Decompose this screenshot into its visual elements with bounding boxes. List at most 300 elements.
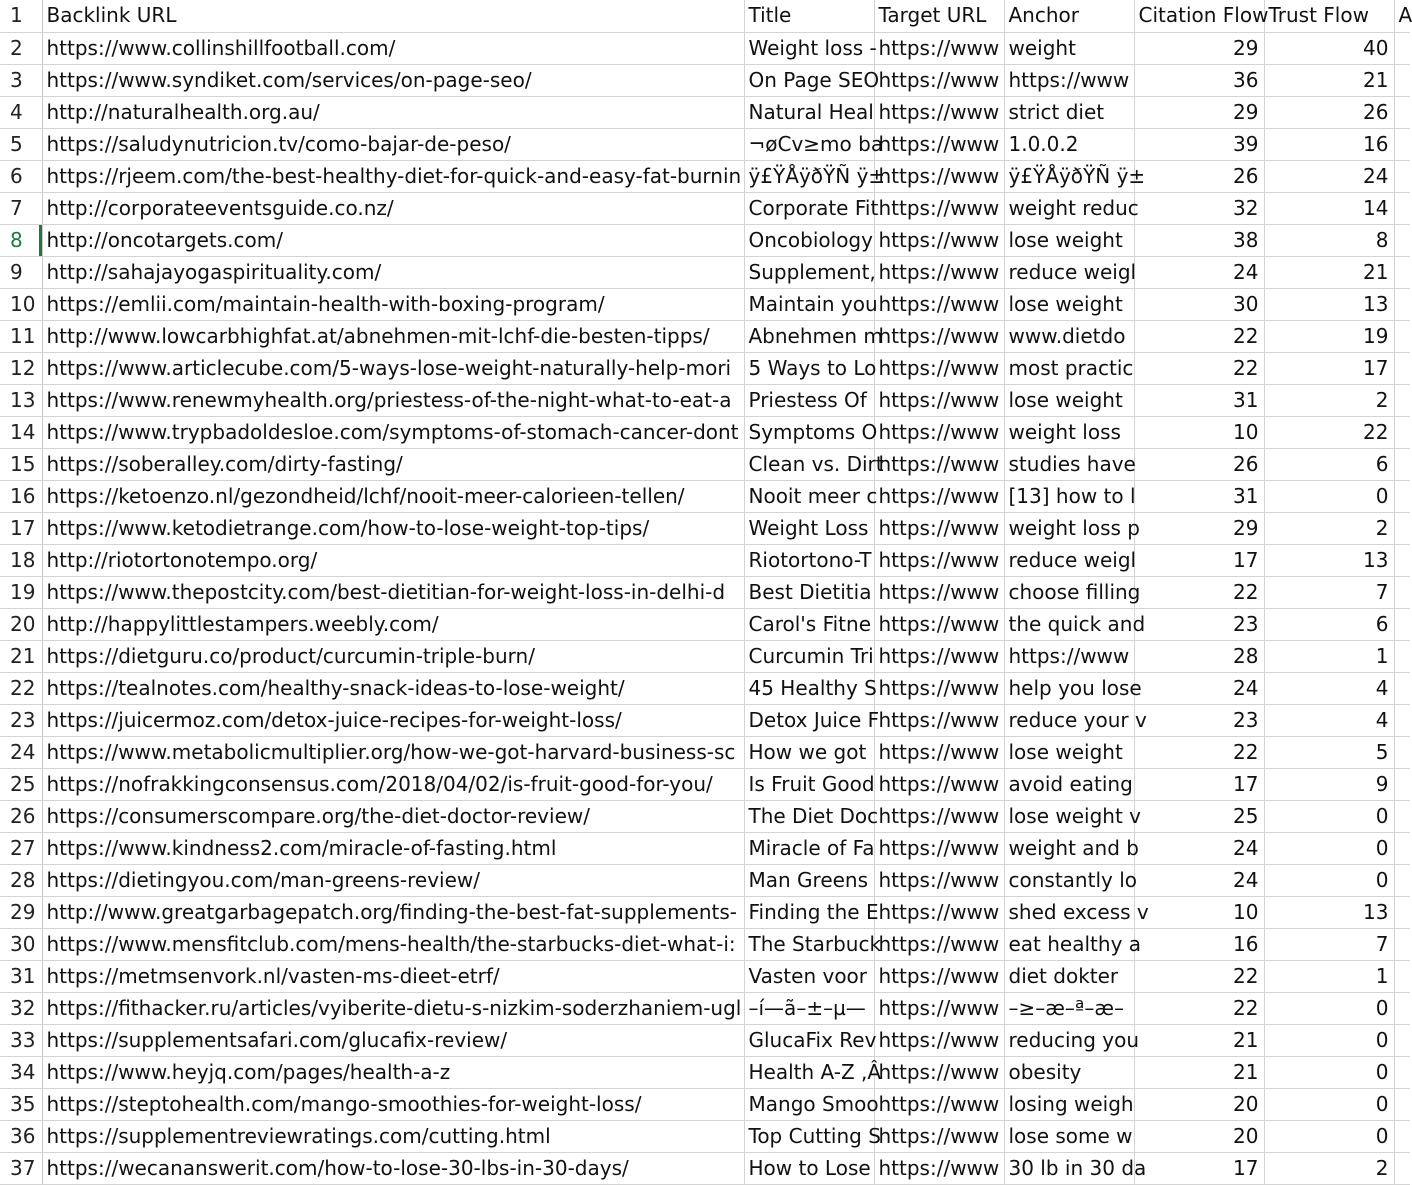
- table-row: [0, 128, 1410, 160]
- row-number[interactable]: 6: [0, 160, 42, 192]
- row-number[interactable]: 27: [0, 832, 42, 864]
- cell-anchor[interactable]: 30 lb in 30 da: [1004, 1152, 1134, 1184]
- cell-target-url[interactable]: https://www: [874, 672, 1004, 704]
- cell-anchor[interactable]: lose weight: [1004, 384, 1134, 416]
- cell-anchor[interactable]: eat healthy a: [1004, 928, 1134, 960]
- cell-anchor[interactable]: www.dietdo: [1004, 320, 1134, 352]
- cell-trust-flow[interactable]: 22: [1264, 416, 1394, 448]
- cell-next[interactable]: [1394, 512, 1410, 544]
- cell-title[interactable]: Oncobiology: [744, 224, 874, 256]
- cell-citation-flow[interactable]: 25: [1134, 800, 1264, 832]
- row-number[interactable]: 16: [0, 480, 42, 512]
- table-row: [0, 96, 1410, 128]
- cell-anchor[interactable]: choose filling: [1004, 576, 1134, 608]
- cell-target-url[interactable]: https://www: [874, 960, 1004, 992]
- cell-anchor[interactable]: weight and b: [1004, 832, 1134, 864]
- cell-trust-flow[interactable]: 24: [1264, 160, 1394, 192]
- cell-anchor[interactable]: obesity: [1004, 1056, 1134, 1088]
- row-number[interactable]: 32: [0, 992, 42, 1024]
- cell-trust-flow[interactable]: 6: [1264, 608, 1394, 640]
- cell-next[interactable]: [1394, 544, 1410, 576]
- cell-backlink-url[interactable]: https://fithacker.ru/articles/vyiberite-dietu-s-nizkim-soderzhaniem-ugl: [42, 992, 744, 1024]
- cell-backlink-url[interactable]: https://www.mensfitclub.com/mens-health/the-starbucks-diet-what-i:: [42, 928, 744, 960]
- cell-next[interactable]: [1394, 768, 1410, 800]
- cell-trust-flow[interactable]: 17: [1264, 352, 1394, 384]
- cell-backlink-url[interactable]: https://wecananswerit.com/how-to-lose-30-lbs-in-30-days/: [42, 1152, 744, 1184]
- cell-target-url[interactable]: https://www: [874, 288, 1004, 320]
- cell-target-url[interactable]: https://www: [874, 352, 1004, 384]
- cell-anchor[interactable]: shed excess v: [1004, 896, 1134, 928]
- cell-trust-flow[interactable]: 7: [1264, 928, 1394, 960]
- cell-target-url[interactable]: https://www: [874, 864, 1004, 896]
- table-row: [0, 544, 1410, 576]
- cell-target-url[interactable]: https://www: [874, 416, 1004, 448]
- cell-citation-flow[interactable]: 20: [1134, 1088, 1264, 1120]
- cell-title[interactable]: Priestess Of: [744, 384, 874, 416]
- cell-citation-flow[interactable]: 38: [1134, 224, 1264, 256]
- cell-next[interactable]: [1394, 160, 1410, 192]
- cell-trust-flow[interactable]: 0: [1264, 1056, 1394, 1088]
- cell-citation-flow[interactable]: 24: [1134, 256, 1264, 288]
- cell-next[interactable]: [1394, 672, 1410, 704]
- cell-target-url[interactable]: https://www: [874, 1056, 1004, 1088]
- cell-trust-flow[interactable]: 9: [1264, 768, 1394, 800]
- cell-title[interactable]: How to Lose: [744, 1152, 874, 1184]
- row-number[interactable]: 1: [0, 0, 42, 32]
- cell-title[interactable]: Weight loss -: [744, 32, 874, 64]
- cell-trust-flow[interactable]: 13: [1264, 896, 1394, 928]
- cell-backlink-url[interactable]: http://oncotargets.com/: [42, 224, 744, 256]
- cell-citation-flow[interactable]: 24: [1134, 864, 1264, 896]
- cell-target-url[interactable]: https://www: [874, 608, 1004, 640]
- cell-title[interactable]: Best Dietitia: [744, 576, 874, 608]
- table-row: [0, 640, 1410, 672]
- cell-next[interactable]: [1394, 448, 1410, 480]
- cell-citation-flow[interactable]: 28: [1134, 640, 1264, 672]
- cell-next[interactable]: [1394, 288, 1410, 320]
- header-cell-trust-flow[interactable]: Trust Flow: [1264, 0, 1394, 32]
- cell-title[interactable]: Weight Loss: [744, 512, 874, 544]
- cell-backlink-url[interactable]: https://www.metabolicmultiplier.org/how-we-got-harvard-business-sc: [42, 736, 744, 768]
- cell-backlink-url[interactable]: https://www.collinshillfootball.com/: [42, 32, 744, 64]
- header-cell-citation-flow[interactable]: Citation Flow: [1134, 0, 1264, 32]
- cell-trust-flow[interactable]: 7: [1264, 576, 1394, 608]
- cell-anchor[interactable]: strict diet: [1004, 96, 1134, 128]
- cell-citation-flow[interactable]: 22: [1134, 576, 1264, 608]
- cell-backlink-url[interactable]: http://naturalhealth.org.au/: [42, 96, 744, 128]
- cell-title[interactable]: 5 Ways to Lo: [744, 352, 874, 384]
- cell-anchor[interactable]: losing weigh: [1004, 1088, 1134, 1120]
- cell-target-url[interactable]: https://www: [874, 224, 1004, 256]
- cell-backlink-url[interactable]: http://www.greatgarbagepatch.org/finding-the-best-fat-supplements-: [42, 896, 744, 928]
- cell-citation-flow[interactable]: 22: [1134, 352, 1264, 384]
- cell-backlink-url[interactable]: https://metmsenvork.nl/vasten-ms-dieet-etrf/: [42, 960, 744, 992]
- row-number[interactable]: 30: [0, 928, 42, 960]
- cell-title[interactable]: ¬øCv≥mo ba: [744, 128, 874, 160]
- cell-citation-flow[interactable]: 29: [1134, 96, 1264, 128]
- cell-anchor[interactable]: ÿ£ŸÅÿðŸÑ ÿ±: [1004, 160, 1134, 192]
- cell-trust-flow[interactable]: 40: [1264, 32, 1394, 64]
- cell-anchor[interactable]: https://www: [1004, 640, 1134, 672]
- cell-next[interactable]: [1394, 480, 1410, 512]
- cell-anchor[interactable]: lose weight v: [1004, 800, 1134, 832]
- row-number[interactable]: 33: [0, 1024, 42, 1056]
- cell-target-url[interactable]: https://www: [874, 896, 1004, 928]
- cell-citation-flow[interactable]: 17: [1134, 1152, 1264, 1184]
- cell-backlink-url[interactable]: https://www.trypbadoldesloe.com/symptoms-of-stomach-cancer-dont: [42, 416, 744, 448]
- cell-anchor[interactable]: weight reduc: [1004, 192, 1134, 224]
- cell-anchor[interactable]: lose weight: [1004, 736, 1134, 768]
- cell-target-url[interactable]: https://www: [874, 512, 1004, 544]
- cell-target-url[interactable]: https://www: [874, 576, 1004, 608]
- cell-title[interactable]: On Page SEO: [744, 64, 874, 96]
- cell-backlink-url[interactable]: https://www.heyjq.com/pages/health-a-z: [42, 1056, 744, 1088]
- cell-citation-flow[interactable]: 16: [1134, 928, 1264, 960]
- cell-backlink-url[interactable]: https://www.renewmyhealth.org/priestess-of-the-night-what-to-eat-a: [42, 384, 744, 416]
- cell-anchor[interactable]: reducing you: [1004, 1024, 1134, 1056]
- cell-citation-flow[interactable]: 22: [1134, 992, 1264, 1024]
- cell-citation-flow[interactable]: 23: [1134, 608, 1264, 640]
- cell-next[interactable]: [1394, 32, 1410, 64]
- row-number[interactable]: 14: [0, 416, 42, 448]
- cell-target-url[interactable]: https://www: [874, 800, 1004, 832]
- header-cell-next[interactable]: A: [1394, 0, 1410, 32]
- cell-target-url[interactable]: https://www: [874, 480, 1004, 512]
- cell-target-url[interactable]: https://www: [874, 192, 1004, 224]
- cell-citation-flow[interactable]: 31: [1134, 384, 1264, 416]
- header-cell-title[interactable]: Title: [744, 0, 874, 32]
- cell-title[interactable]: Mango Smoo: [744, 1088, 874, 1120]
- cell-citation-flow[interactable]: 29: [1134, 512, 1264, 544]
- cell-citation-flow[interactable]: 23: [1134, 704, 1264, 736]
- cell-trust-flow[interactable]: 13: [1264, 544, 1394, 576]
- row-number[interactable]: 34: [0, 1056, 42, 1088]
- cell-backlink-url[interactable]: https://juicermoz.com/detox-juice-recipes-for-weight-loss/: [42, 704, 744, 736]
- cell-title[interactable]: Is Fruit Good: [744, 768, 874, 800]
- cell-backlink-url[interactable]: https://nofrakkingconsensus.com/2018/04/02/is-fruit-good-for-you/: [42, 768, 744, 800]
- cell-citation-flow[interactable]: 30: [1134, 288, 1264, 320]
- cell-backlink-url[interactable]: https://steptohealth.com/mango-smoothies-for-weight-loss/: [42, 1088, 744, 1120]
- row-number[interactable]: 19: [0, 576, 42, 608]
- row-number[interactable]: 26: [0, 800, 42, 832]
- row-number[interactable]: 20: [0, 608, 42, 640]
- cell-next[interactable]: [1394, 1120, 1410, 1152]
- cell-anchor[interactable]: reduce weigl: [1004, 544, 1134, 576]
- cell-backlink-url[interactable]: https://supplementreviewratings.com/cutting.html: [42, 1120, 744, 1152]
- cell-anchor[interactable]: studies have: [1004, 448, 1134, 480]
- cell-title[interactable]: Vasten voor: [744, 960, 874, 992]
- cell-title[interactable]: Abnehmen m: [744, 320, 874, 352]
- cell-target-url[interactable]: https://www: [874, 320, 1004, 352]
- cell-citation-flow[interactable]: 17: [1134, 544, 1264, 576]
- cell-trust-flow[interactable]: 1: [1264, 640, 1394, 672]
- row-number[interactable]: 17: [0, 512, 42, 544]
- cell-title[interactable]: Top Cutting S: [744, 1120, 874, 1152]
- cell-next[interactable]: [1394, 384, 1410, 416]
- row-number[interactable]: 35: [0, 1088, 42, 1120]
- cell-backlink-url[interactable]: https://emlii.com/maintain-health-with-boxing-program/: [42, 288, 744, 320]
- cell-trust-flow[interactable]: 0: [1264, 992, 1394, 1024]
- row-number[interactable]: 18: [0, 544, 42, 576]
- cell-trust-flow[interactable]: 0: [1264, 800, 1394, 832]
- cell-trust-flow[interactable]: 0: [1264, 1120, 1394, 1152]
- cell-anchor[interactable]: diet dokter: [1004, 960, 1134, 992]
- cell-citation-flow[interactable]: 22: [1134, 736, 1264, 768]
- row-number[interactable]: 25: [0, 768, 42, 800]
- cell-next[interactable]: [1394, 192, 1410, 224]
- cell-next[interactable]: [1394, 704, 1410, 736]
- cell-next[interactable]: [1394, 224, 1410, 256]
- cell-backlink-url[interactable]: https://soberalley.com/dirty-fasting/: [42, 448, 744, 480]
- cell-next[interactable]: [1394, 96, 1410, 128]
- cell-trust-flow[interactable]: 8: [1264, 224, 1394, 256]
- cell-next[interactable]: [1394, 1024, 1410, 1056]
- cell-next[interactable]: [1394, 576, 1410, 608]
- cell-target-url[interactable]: https://www: [874, 704, 1004, 736]
- cell-title[interactable]: –í—ã–±–µ—: [744, 992, 874, 1024]
- cell-title[interactable]: Corporate Fit: [744, 192, 874, 224]
- cell-anchor[interactable]: weight loss p: [1004, 512, 1134, 544]
- row-number[interactable]: 11: [0, 320, 42, 352]
- cell-title[interactable]: The Diet Doc: [744, 800, 874, 832]
- cell-anchor[interactable]: weight: [1004, 32, 1134, 64]
- cell-trust-flow[interactable]: 26: [1264, 96, 1394, 128]
- header-cell-anchor[interactable]: Anchor: [1004, 0, 1134, 32]
- cell-anchor[interactable]: reduce weigl: [1004, 256, 1134, 288]
- cell-anchor[interactable]: the quick and: [1004, 608, 1134, 640]
- cell-trust-flow[interactable]: 5: [1264, 736, 1394, 768]
- cell-backlink-url[interactable]: https://ketoenzo.nl/gezondheid/lchf/nooit-meer-calorieen-tellen/: [42, 480, 744, 512]
- row-number[interactable]: 5: [0, 128, 42, 160]
- cell-trust-flow[interactable]: 19: [1264, 320, 1394, 352]
- row-number[interactable]: 7: [0, 192, 42, 224]
- cell-citation-flow[interactable]: 24: [1134, 832, 1264, 864]
- cell-backlink-url[interactable]: https://tealnotes.com/healthy-snack-ideas-to-lose-weight/: [42, 672, 744, 704]
- cell-backlink-url[interactable]: https://www.kindness2.com/miracle-of-fasting.html: [42, 832, 744, 864]
- row-number[interactable]: 2: [0, 32, 42, 64]
- cell-trust-flow[interactable]: 14: [1264, 192, 1394, 224]
- row-number[interactable]: 15: [0, 448, 42, 480]
- cell-trust-flow[interactable]: 16: [1264, 128, 1394, 160]
- cell-backlink-url[interactable]: https://dietingyou.com/man-greens-review/: [42, 864, 744, 896]
- cell-backlink-url[interactable]: https://rjeem.com/the-best-healthy-diet-for-quick-and-easy-fat-burnin: [42, 160, 744, 192]
- cell-target-url[interactable]: https://www: [874, 640, 1004, 672]
- cell-citation-flow[interactable]: 10: [1134, 416, 1264, 448]
- cell-backlink-url[interactable]: http://corporateeventsguide.co.nz/: [42, 192, 744, 224]
- cell-trust-flow[interactable]: 21: [1264, 256, 1394, 288]
- cell-target-url[interactable]: https://www: [874, 768, 1004, 800]
- cell-next[interactable]: [1394, 1088, 1410, 1120]
- row-number[interactable]: 9: [0, 256, 42, 288]
- cell-backlink-url[interactable]: http://riotortonotempo.org/: [42, 544, 744, 576]
- cell-citation-flow[interactable]: 39: [1134, 128, 1264, 160]
- cell-citation-flow[interactable]: 32: [1134, 192, 1264, 224]
- cell-citation-flow[interactable]: 36: [1134, 64, 1264, 96]
- cell-next[interactable]: [1394, 320, 1410, 352]
- row-number[interactable]: 10: [0, 288, 42, 320]
- cell-backlink-url[interactable]: http://sahajayogaspirituality.com/: [42, 256, 744, 288]
- cell-anchor[interactable]: reduce your v: [1004, 704, 1134, 736]
- row-number[interactable]: 4: [0, 96, 42, 128]
- cell-anchor[interactable]: weight loss: [1004, 416, 1134, 448]
- cell-backlink-url[interactable]: https://www.ketodietrange.com/how-to-lose-weight-top-tips/: [42, 512, 744, 544]
- cell-title[interactable]: Maintain you: [744, 288, 874, 320]
- cell-trust-flow[interactable]: 2: [1264, 1152, 1394, 1184]
- cell-backlink-url[interactable]: http://www.lowcarbhighfat.at/abnehmen-mit-lchf-die-besten-tipps/: [42, 320, 744, 352]
- cell-next[interactable]: [1394, 64, 1410, 96]
- cell-backlink-url[interactable]: https://dietguru.co/product/curcumin-triple-burn/: [42, 640, 744, 672]
- cell-target-url[interactable]: https://www: [874, 32, 1004, 64]
- cell-target-url[interactable]: https://www: [874, 384, 1004, 416]
- row-number[interactable]: 21: [0, 640, 42, 672]
- cell-backlink-url[interactable]: https://saludynutricion.tv/como-bajar-de-peso/: [42, 128, 744, 160]
- cell-trust-flow[interactable]: 0: [1264, 832, 1394, 864]
- cell-next[interactable]: [1394, 928, 1410, 960]
- cell-title[interactable]: Supplement,: [744, 256, 874, 288]
- cell-anchor[interactable]: lose some w: [1004, 1120, 1134, 1152]
- cell-citation-flow[interactable]: 17: [1134, 768, 1264, 800]
- header-cell-target-url[interactable]: Target URL: [874, 0, 1004, 32]
- cell-anchor[interactable]: lose weight: [1004, 288, 1134, 320]
- cell-target-url[interactable]: https://www: [874, 160, 1004, 192]
- cell-citation-flow[interactable]: 24: [1134, 672, 1264, 704]
- cell-anchor[interactable]: [13] how to l: [1004, 480, 1134, 512]
- cell-next[interactable]: [1394, 1056, 1410, 1088]
- cell-citation-flow[interactable]: 22: [1134, 320, 1264, 352]
- cell-next[interactable]: [1394, 256, 1410, 288]
- cell-next[interactable]: [1394, 640, 1410, 672]
- cell-title[interactable]: GlucaFix Rev: [744, 1024, 874, 1056]
- cell-trust-flow[interactable]: 21: [1264, 64, 1394, 96]
- cell-anchor[interactable]: https://www: [1004, 64, 1134, 96]
- cell-backlink-url[interactable]: http://happylittlestampers.weebly.com/: [42, 608, 744, 640]
- cell-trust-flow[interactable]: 0: [1264, 864, 1394, 896]
- cell-target-url[interactable]: https://www: [874, 448, 1004, 480]
- cell-title[interactable]: Clean vs. Dirt: [744, 448, 874, 480]
- cell-title[interactable]: Miracle of Fa: [744, 832, 874, 864]
- cell-anchor[interactable]: most practic: [1004, 352, 1134, 384]
- row-number[interactable]: 22: [0, 672, 42, 704]
- cell-target-url[interactable]: https://www: [874, 736, 1004, 768]
- cell-next[interactable]: [1394, 896, 1410, 928]
- cell-title[interactable]: Man Greens: [744, 864, 874, 896]
- cell-citation-flow[interactable]: 10: [1134, 896, 1264, 928]
- cell-citation-flow[interactable]: 31: [1134, 480, 1264, 512]
- row-number[interactable]: 36: [0, 1120, 42, 1152]
- cell-target-url[interactable]: https://www: [874, 256, 1004, 288]
- cell-title[interactable]: Natural Heal: [744, 96, 874, 128]
- cell-title[interactable]: Riotortono-T: [744, 544, 874, 576]
- cell-trust-flow[interactable]: 4: [1264, 672, 1394, 704]
- cell-target-url[interactable]: https://www: [874, 1152, 1004, 1184]
- cell-citation-flow[interactable]: 26: [1134, 448, 1264, 480]
- cell-trust-flow[interactable]: 4: [1264, 704, 1394, 736]
- row-number[interactable]: 12: [0, 352, 42, 384]
- cell-title[interactable]: Curcumin Tri: [744, 640, 874, 672]
- cell-anchor[interactable]: avoid eating: [1004, 768, 1134, 800]
- cell-title[interactable]: The Starbuck: [744, 928, 874, 960]
- cell-trust-flow[interactable]: 2: [1264, 384, 1394, 416]
- cell-anchor[interactable]: help you lose: [1004, 672, 1134, 704]
- cell-next[interactable]: [1394, 416, 1410, 448]
- cell-title[interactable]: Symptoms O: [744, 416, 874, 448]
- cell-target-url[interactable]: https://www: [874, 96, 1004, 128]
- cell-next[interactable]: [1394, 864, 1410, 896]
- row-number[interactable]: 31: [0, 960, 42, 992]
- cell-citation-flow[interactable]: 22: [1134, 960, 1264, 992]
- cell-title[interactable]: Detox Juice F: [744, 704, 874, 736]
- cell-next[interactable]: [1394, 800, 1410, 832]
- cell-target-url[interactable]: https://www: [874, 1120, 1004, 1152]
- cell-target-url[interactable]: https://www: [874, 64, 1004, 96]
- cell-title[interactable]: 45 Healthy S: [744, 672, 874, 704]
- cell-next[interactable]: [1394, 832, 1410, 864]
- cell-title[interactable]: ÿ£ŸÅÿðŸÑ ÿ±: [744, 160, 874, 192]
- cell-title[interactable]: Nooit meer c: [744, 480, 874, 512]
- cell-title[interactable]: Finding the E: [744, 896, 874, 928]
- cell-trust-flow[interactable]: 1: [1264, 960, 1394, 992]
- cell-citation-flow[interactable]: 21: [1134, 1056, 1264, 1088]
- cell-target-url[interactable]: https://www: [874, 1088, 1004, 1120]
- cell-trust-flow[interactable]: 0: [1264, 480, 1394, 512]
- row-number[interactable]: 8: [0, 224, 42, 256]
- cell-title[interactable]: How we got: [744, 736, 874, 768]
- cell-citation-flow[interactable]: 21: [1134, 1024, 1264, 1056]
- cell-anchor[interactable]: constantly lo: [1004, 864, 1134, 896]
- cell-backlink-url[interactable]: https://supplementsafari.com/glucafix-review/: [42, 1024, 744, 1056]
- cell-target-url[interactable]: https://www: [874, 832, 1004, 864]
- cell-anchor[interactable]: lose weight: [1004, 224, 1134, 256]
- cell-trust-flow[interactable]: 6: [1264, 448, 1394, 480]
- cell-trust-flow[interactable]: 13: [1264, 288, 1394, 320]
- cell-backlink-url[interactable]: https://www.thepostcity.com/best-dietitian-for-weight-loss-in-delhi-d: [42, 576, 744, 608]
- row-number[interactable]: 13: [0, 384, 42, 416]
- cell-target-url[interactable]: https://www: [874, 544, 1004, 576]
- row-number[interactable]: 23: [0, 704, 42, 736]
- cell-anchor[interactable]: –≥–æ–ª–æ–: [1004, 992, 1134, 1024]
- cell-next[interactable]: [1394, 960, 1410, 992]
- cell-backlink-url[interactable]: https://www.syndiket.com/services/on-page-seo/: [42, 64, 744, 96]
- cell-target-url[interactable]: https://www: [874, 928, 1004, 960]
- header-cell-backlink-url[interactable]: Backlink URL: [42, 0, 744, 32]
- cell-next[interactable]: [1394, 992, 1410, 1024]
- cell-next[interactable]: [1394, 352, 1410, 384]
- cell-next[interactable]: [1394, 1152, 1410, 1184]
- cell-next[interactable]: [1394, 736, 1410, 768]
- cell-next[interactable]: [1394, 608, 1410, 640]
- row-number[interactable]: 3: [0, 64, 42, 96]
- cell-target-url[interactable]: https://www: [874, 128, 1004, 160]
- cell-title[interactable]: Health A-Z ,Â: [744, 1056, 874, 1088]
- cell-next[interactable]: [1394, 128, 1410, 160]
- cell-target-url[interactable]: https://www: [874, 1024, 1004, 1056]
- cell-trust-flow[interactable]: 0: [1264, 1088, 1394, 1120]
- cell-citation-flow[interactable]: 26: [1134, 160, 1264, 192]
- cell-trust-flow[interactable]: 2: [1264, 512, 1394, 544]
- cell-target-url[interactable]: https://www: [874, 992, 1004, 1024]
- cell-anchor[interactable]: 1.0.0.2: [1004, 128, 1134, 160]
- row-number[interactable]: 29: [0, 896, 42, 928]
- cell-citation-flow[interactable]: 29: [1134, 32, 1264, 64]
- cell-backlink-url[interactable]: https://consumerscompare.org/the-diet-doctor-review/: [42, 800, 744, 832]
- cell-backlink-url[interactable]: https://www.articlecube.com/5-ways-lose-weight-naturally-help-mori: [42, 352, 744, 384]
- row-number[interactable]: 24: [0, 736, 42, 768]
- cell-trust-flow[interactable]: 0: [1264, 1024, 1394, 1056]
- cell-title[interactable]: Carol's Fitne: [744, 608, 874, 640]
- row-number[interactable]: 28: [0, 864, 42, 896]
- row-number[interactable]: 37: [0, 1152, 42, 1184]
- cell-citation-flow[interactable]: 20: [1134, 1120, 1264, 1152]
